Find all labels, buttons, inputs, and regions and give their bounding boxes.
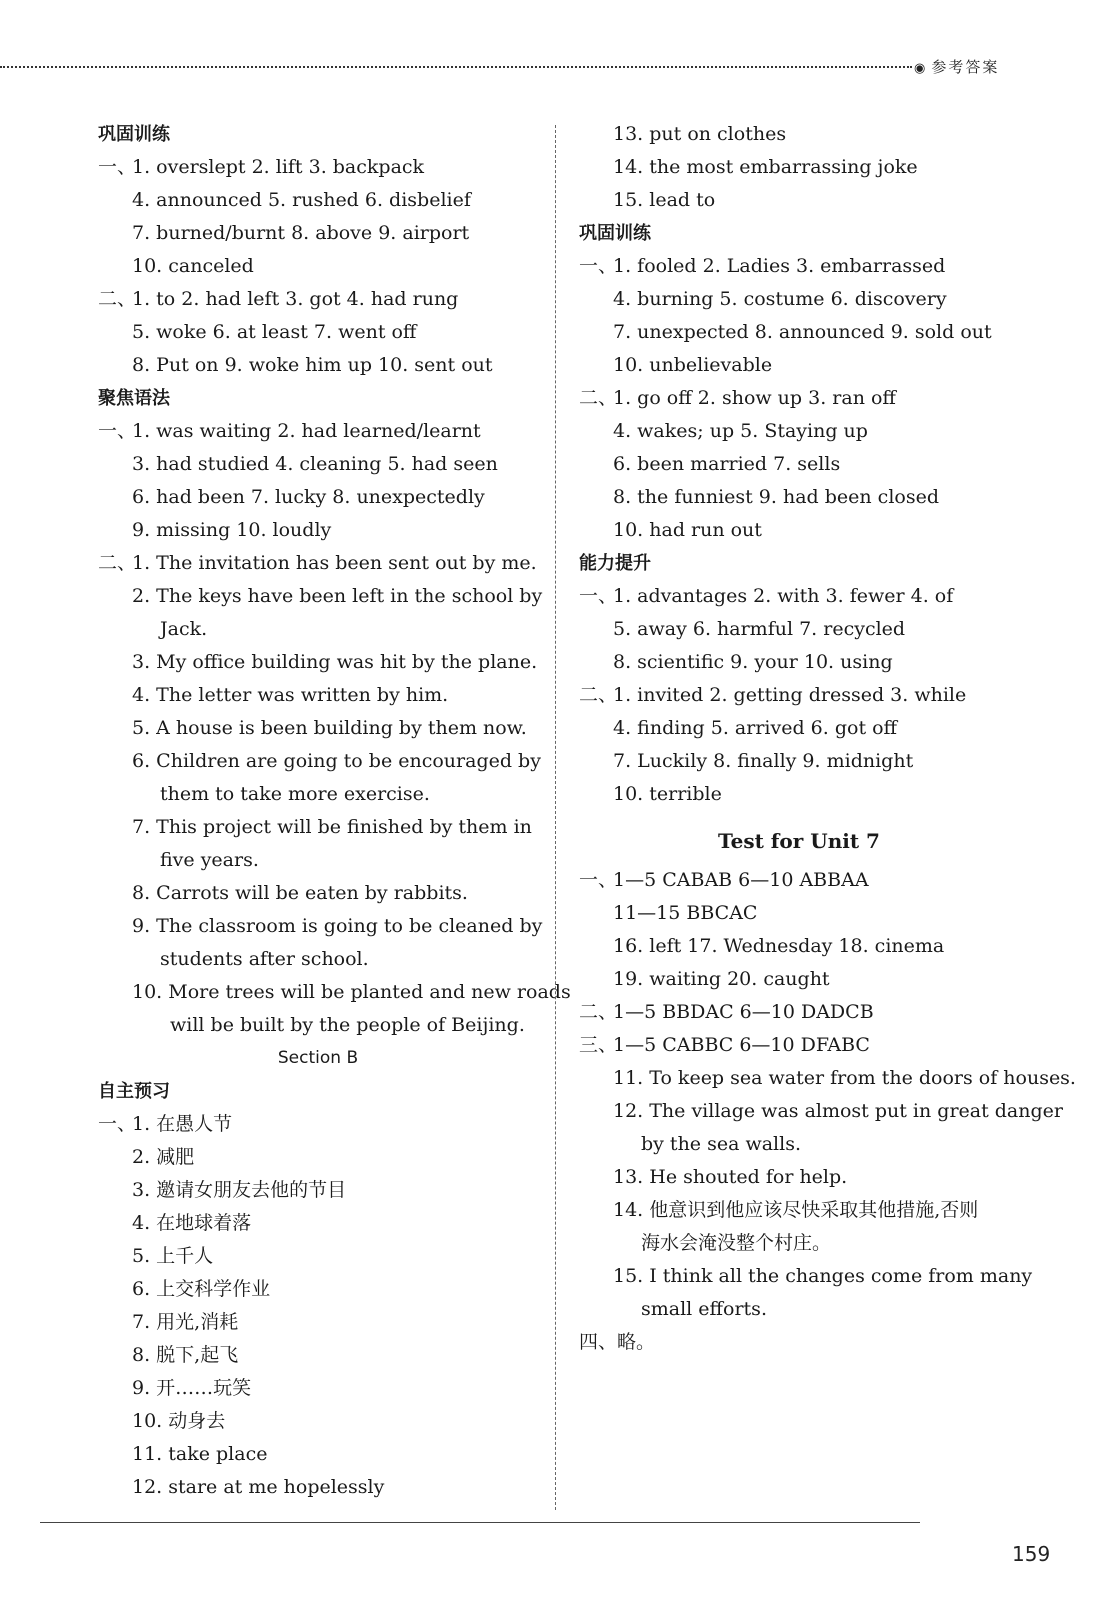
answer-line	[579, 250, 1019, 283]
answer-text: 2. 减肥	[132, 1146, 195, 1168]
answer-text: small efforts.	[641, 1298, 767, 1320]
answer-text: 19. waiting 20. caught	[613, 968, 830, 990]
answer-line	[98, 1405, 538, 1438]
answer-line	[98, 910, 543, 943]
answer-line	[98, 811, 538, 844]
answer-text: 11—15 BBCAC	[613, 902, 758, 924]
answer-line	[579, 316, 1019, 349]
answer-line	[579, 679, 1019, 712]
section-heading: 聚焦语法	[98, 388, 170, 409]
answer-text: will be built by the people of Beijing.	[170, 1014, 525, 1036]
answer-text: 8. Carrots will be eaten by rabbits.	[132, 882, 468, 904]
answer-line	[98, 679, 538, 712]
answer-text: 10. terrible	[613, 783, 722, 805]
left-column	[98, 118, 571, 1504]
answer-text: 15. I think all the changes come from many	[613, 1265, 1033, 1287]
header-dotted-rule	[0, 66, 912, 68]
answer-text: 10. unbelievable	[613, 354, 773, 376]
answer-text: 8. Put on 9. woke him up 10. sent out	[132, 354, 493, 376]
answer-line	[579, 1128, 1019, 1161]
answer-line	[579, 184, 1019, 217]
answer-text: 6. 上交科学作业	[132, 1278, 271, 1300]
answer-line	[98, 415, 538, 448]
answer-line	[579, 1029, 1019, 1062]
answer-line	[579, 613, 1019, 646]
section-heading: 能力提升	[579, 553, 651, 574]
answer-line	[579, 1062, 1076, 1095]
answer-line	[579, 712, 1019, 745]
answer-line	[579, 646, 1019, 679]
footer-rule	[40, 1522, 920, 1523]
answer-text: 1. overslept 2. lift 3. backpack	[132, 156, 425, 178]
answer-line	[98, 1339, 538, 1372]
answer-line	[98, 1372, 538, 1405]
part-marker: 一、	[579, 585, 618, 607]
answer-text: 11. To keep sea water from the doors of houses.	[613, 1067, 1076, 1089]
answer-text: 5. woke 6. at least 7. went off	[132, 321, 417, 343]
answer-text: 4. The letter was written by him.	[132, 684, 449, 706]
answer-line	[579, 1260, 1033, 1293]
answer-line	[98, 514, 538, 547]
answer-line	[579, 349, 1019, 382]
answer-text: 13. He shouted for help.	[613, 1166, 848, 1188]
part-marker: 二、	[579, 387, 618, 409]
answer-text: 4. finding 5. arrived 6. got off	[613, 717, 898, 739]
answer-line	[579, 415, 1019, 448]
part-marker: 一、	[98, 1113, 137, 1135]
section-title: Section B	[277, 1048, 359, 1068]
page-number: 159	[1012, 1542, 1051, 1566]
answer-line	[98, 745, 541, 778]
answer-text: 9. missing 10. loudly	[132, 519, 332, 541]
answer-line	[579, 996, 1019, 1029]
answer-text: 14. the most embarrassing joke	[613, 156, 918, 178]
answer-text: 1. invited 2. getting dressed 3. while	[613, 684, 967, 706]
answer-line	[98, 1438, 538, 1471]
answer-line	[579, 514, 1019, 547]
answer-text: 7. unexpected 8. announced 9. sold out	[613, 321, 992, 343]
answer-line	[98, 613, 538, 646]
answer-line	[98, 217, 538, 250]
answer-text: 14. 他意识到他应该尽快采取其他措施,否则	[613, 1199, 979, 1221]
answer-line	[98, 580, 543, 613]
answer-text: 15. lead to	[613, 189, 716, 211]
answer-text: 1. go off 2. show up 3. ran off	[613, 387, 896, 409]
column-divider	[555, 125, 556, 1510]
answer-text: 9. 开……玩笑	[132, 1377, 252, 1399]
answer-text: 1—5 CABAB 6—10 ABBAA	[613, 869, 869, 891]
answer-line	[98, 547, 538, 580]
answer-line	[579, 930, 1019, 963]
answer-line	[98, 943, 538, 976]
answer-text: 1—5 CABBC 6—10 DFABC	[613, 1034, 870, 1056]
answer-text: 11. take place	[132, 1443, 268, 1465]
answer-text: 9. The classroom is going to be cleaned by	[132, 915, 543, 937]
part-marker: 二、	[579, 1001, 618, 1023]
answer-line	[579, 580, 1019, 613]
answer-text: by the sea walls.	[641, 1133, 801, 1155]
answer-line	[98, 1141, 538, 1174]
answer-text: 5. A house is been building by them now.	[132, 717, 527, 739]
answer-line	[98, 877, 538, 910]
part-marker: 三、	[579, 1034, 618, 1056]
answer-text: 10. 动身去	[132, 1410, 226, 1432]
answer-text: 6. been married 7. sells	[613, 453, 841, 475]
answer-line	[579, 283, 1019, 316]
answer-line	[98, 349, 538, 382]
answer-line	[579, 1227, 1019, 1260]
answer-line	[98, 1009, 538, 1042]
answer-line	[579, 745, 1019, 778]
answer-text: 7. Luckily 8. finally 9. midnight	[613, 750, 914, 772]
answer-line	[98, 1174, 538, 1207]
answer-text: 4. burning 5. costume 6. discovery	[613, 288, 947, 310]
answer-text: 海水会淹没整个村庄。	[641, 1232, 832, 1254]
answer-text: 3. had studied 4. cleaning 5. had seen	[132, 453, 498, 475]
answer-text: 3. 邀请女朋友去他的节目	[132, 1179, 347, 1201]
part-marker: 一、	[579, 255, 618, 277]
answer-line	[98, 778, 538, 811]
answer-text: 5. away 6. harmful 7. recycled	[613, 618, 906, 640]
answer-line	[579, 1095, 1063, 1128]
answer-text: 12. stare at me hopelessly	[132, 1476, 385, 1498]
answer-text: 10. canceled	[132, 255, 254, 277]
answer-text: 1. The invitation has been sent out by me.	[132, 552, 537, 574]
answer-text: 4. wakes; up 5. Staying up	[613, 420, 868, 442]
answer-line	[579, 778, 1019, 811]
answer-line	[98, 283, 538, 316]
section-heading: 自主预习	[98, 1081, 170, 1102]
answer-text: 8. scientific 9. your 10. using	[613, 651, 893, 673]
target-bullet-icon: ◉	[914, 61, 928, 76]
answer-text: five years.	[160, 849, 259, 871]
answer-line	[98, 646, 538, 679]
answer-line	[98, 1306, 538, 1339]
answer-line	[579, 1293, 1019, 1326]
answer-line	[98, 1108, 538, 1141]
answer-text: 8. the funniest 9. had been closed	[613, 486, 939, 508]
answer-text: 1. fooled 2. Ladies 3. embarrassed	[613, 255, 946, 277]
answer-text: 1. 在愚人节	[132, 1113, 233, 1135]
answer-text: students after school.	[160, 948, 369, 970]
answer-line	[98, 1207, 538, 1240]
answer-line	[579, 864, 1019, 897]
part-marker: 二、	[98, 552, 137, 574]
answer-line	[579, 481, 1019, 514]
answer-line	[98, 1471, 538, 1504]
test-title: Test for Unit 7	[718, 829, 880, 853]
answer-line	[579, 1326, 1019, 1359]
header-title	[914, 56, 999, 77]
part-marker: 一、	[579, 869, 618, 891]
answer-text: 3. My office building was hit by the plane.	[132, 651, 538, 673]
answer-text: 10. More trees will be planted and new roads	[132, 981, 571, 1003]
answer-text: 12. The village was almost put in great danger	[613, 1100, 1063, 1122]
part-marker: 二、	[579, 684, 618, 706]
answer-line	[579, 448, 1019, 481]
part-marker: 二、	[98, 288, 137, 310]
answer-text: 5. 上千人	[132, 1245, 214, 1267]
answer-text: 7. 用光,消耗	[132, 1311, 239, 1333]
answer-text: 4. 在地球着落	[132, 1212, 252, 1234]
answer-text: 8. 脱下,起飞	[132, 1344, 239, 1366]
answer-line	[579, 118, 1019, 151]
part-marker: 一、	[98, 420, 137, 442]
section-heading: 巩固训练	[579, 223, 651, 244]
part-marker: 一、	[98, 156, 137, 178]
answer-line	[98, 1273, 538, 1306]
answer-line	[579, 963, 1019, 996]
answer-text: 7. This project will be finished by them in	[132, 816, 532, 838]
answer-text: 13. put on clothes	[613, 123, 787, 145]
answer-line	[98, 976, 571, 1009]
answer-line	[98, 250, 538, 283]
answer-line	[579, 151, 1019, 184]
answer-text: 1—5 BBDAC 6—10 DADCB	[613, 1001, 874, 1023]
answer-line	[98, 316, 538, 349]
answer-line	[98, 1240, 538, 1273]
answer-text: Jack.	[160, 618, 208, 640]
answer-line	[98, 844, 538, 877]
right-column	[579, 118, 1076, 1359]
answer-text: 16. left 17. Wednesday 18. cinema	[613, 935, 945, 957]
answer-text: 1. advantages 2. with 3. fewer 4. of	[613, 585, 954, 607]
answer-text: 1. to 2. had left 3. got 4. had rung	[132, 288, 459, 310]
answer-text: 4. announced 5. rushed 6. disbelief	[132, 189, 471, 211]
answer-text: 6. had been 7. lucky 8. unexpectedly	[132, 486, 485, 508]
answer-text: 2. The keys have been left in the school by	[132, 585, 543, 607]
answer-line	[579, 897, 1019, 930]
answer-text: them to take more exercise.	[160, 783, 430, 805]
answer-line	[579, 382, 1019, 415]
section-heading: 巩固训练	[98, 124, 170, 145]
header-title-text: 参考答案	[931, 58, 1000, 76]
answer-line	[98, 712, 538, 745]
answer-line	[98, 151, 538, 184]
answer-text: 1. was waiting 2. had learned/learnt	[132, 420, 481, 442]
answer-text: 6. Children are going to be encouraged by	[132, 750, 541, 772]
answer-line	[579, 1194, 1019, 1227]
answer-text: 四、略。	[579, 1331, 656, 1353]
answer-text: 10. had run out	[613, 519, 762, 541]
answer-line	[98, 481, 538, 514]
answer-line	[579, 1161, 1019, 1194]
answer-line	[98, 184, 538, 217]
answer-text: 7. burned/burnt 8. above 9. airport	[132, 222, 470, 244]
answer-line	[98, 448, 538, 481]
